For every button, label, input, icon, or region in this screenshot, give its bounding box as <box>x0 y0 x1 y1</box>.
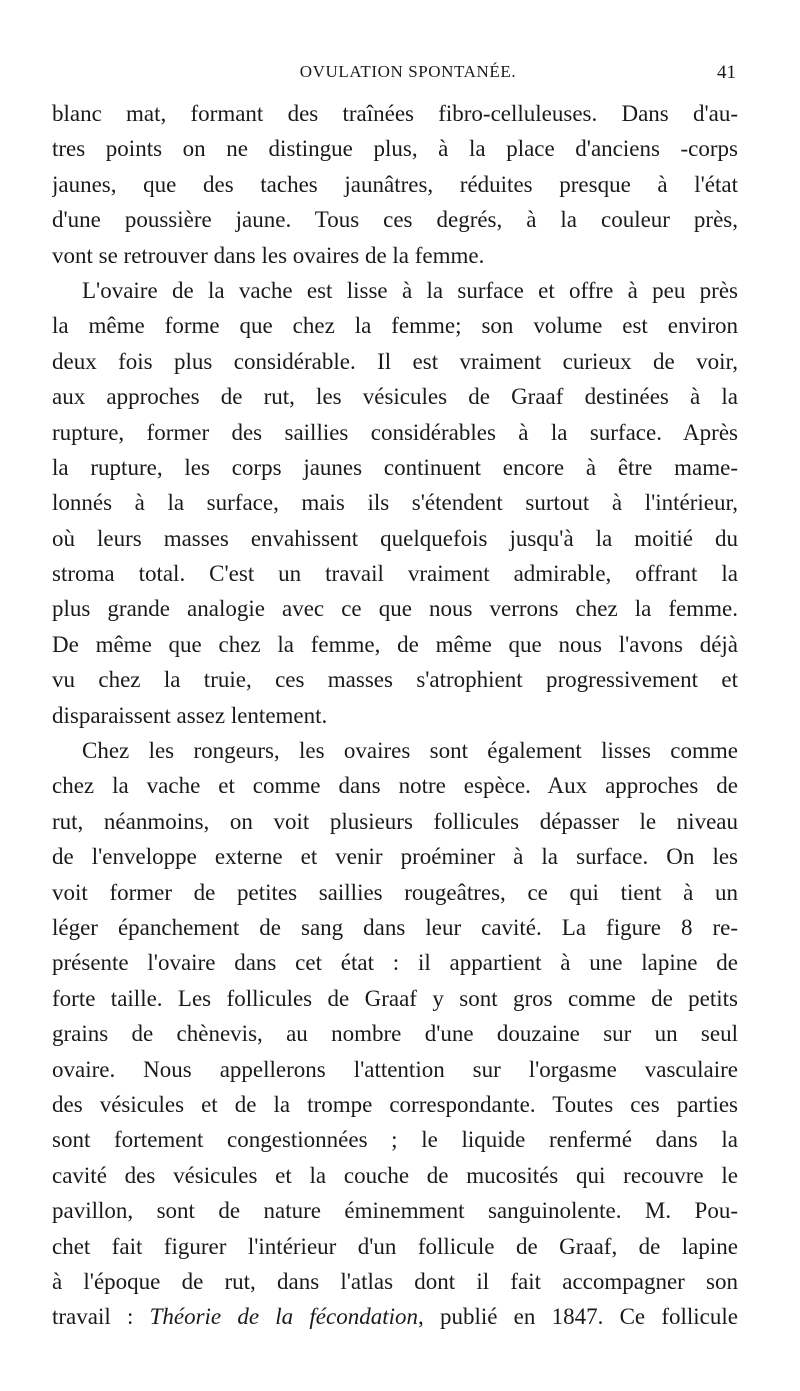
text-line: la même forme que chez la femme; son volume est environ <box>52 313 738 339</box>
page-number: 41 <box>717 62 736 83</box>
text-line: blanc mat, formant des traînées fibro-celluleuses. Dans d'au- <box>52 101 738 126</box>
text-line: deux fois plus considérable. Il est vraiment curieux de voir, <box>52 348 738 374</box>
text-line: disparaissent assez lentement. <box>52 702 328 728</box>
citation-lead: travail : <box>52 1304 150 1330</box>
text-line: d'une poussière jaune. Tous ces degrés, à la couleur près, <box>52 207 738 233</box>
text-line: grains de chènevis, au nombre d'une douzaine sur un seul <box>52 1021 738 1047</box>
text-line-with-citation <box>52 1299 738 1334</box>
text-line: jaunes, que des taches jaunâtres, réduites presque à l'état <box>52 171 738 197</box>
text-line: forte taille. Les follicules de Graaf y sont gros comme de petits <box>52 985 738 1011</box>
text-line: rupture, former des saillies considérables à la surface. Après <box>52 419 738 445</box>
paragraph-first-line: L'ovaire de la vache est lisse à la surface et offre à peu près <box>82 277 738 303</box>
text-line: vont se retrouver dans les ovaires de la femme. <box>52 242 485 268</box>
text-line: présente l'ovaire dans cet état : il appartient à une lapine de <box>52 950 738 976</box>
body-text <box>52 96 738 1335</box>
book-title-citation: Théorie de la fécondation <box>149 1304 418 1330</box>
text-line: pavillon, sont de nature éminemment sanguinolente. M. Pou- <box>52 1198 738 1224</box>
text-line: stroma total. C'est un travail vraiment admirable, offrant la <box>52 561 738 587</box>
paragraph-first-line: Chez les rongeurs, les ovaires sont également lisses comme <box>82 738 738 764</box>
text-line: voit former de petites saillies rougeâtres, ce qui tient à un <box>52 879 738 905</box>
text-line: rut, néanmoins, on voit plusieurs follicules dépasser le niveau <box>52 808 738 834</box>
text-line: cavité des vésicules et la couche de mucosités qui recouvre le <box>52 1162 738 1188</box>
text-line: aux approches de rut, les vésicules de Graaf destinées à la <box>52 384 738 410</box>
text-line: des vésicules et de la trompe correspondante. Toutes ces parties <box>52 1091 738 1117</box>
text-line: vu chez la truie, ces masses s'atrophient progressivement et <box>52 667 738 693</box>
running-title: OVULATION SPONTANÉE. <box>299 62 517 81</box>
text-line: chez la vache et comme dans notre espèce. Aux approches de <box>52 773 738 799</box>
text-line: tres points on ne distingue plus, à la place d'anciens -corps <box>52 136 738 162</box>
text-line: lonnés à la surface, mais ils s'étendent surtout à l'intérieur, <box>52 490 738 516</box>
text-line: De même que chez la femme, de même que nous l'avons déjà <box>52 631 738 657</box>
citation-tail: , publié en 1847. Ce follicule <box>418 1304 738 1330</box>
text-line: léger épanchement de sang dans leur cavité. La figure 8 re- <box>52 914 738 940</box>
text-line: sont fortement congestionnées ; le liquide renfermé dans la <box>52 1127 738 1153</box>
text-line: chet fait figurer l'intérieur d'un follicule de Graaf, de lapine <box>52 1233 738 1259</box>
text-line: à l'époque de rut, dans l'atlas dont il fait accompagner son <box>52 1268 738 1294</box>
running-head <box>80 62 736 90</box>
text-line: où leurs masses envahissent quelquefois jusqu'à la moitié du <box>52 525 738 551</box>
text-line: ovaire. Nous appellerons l'attention sur l'orgasme vasculaire <box>52 1056 738 1082</box>
text-line: de l'enveloppe externe et venir proéminer à la surface. On les <box>52 844 738 870</box>
text-line: plus grande analogie avec ce que nous verrons chez la femme. <box>52 596 738 622</box>
text-line: la rupture, les corps jaunes continuent encore à être mame- <box>52 454 738 480</box>
